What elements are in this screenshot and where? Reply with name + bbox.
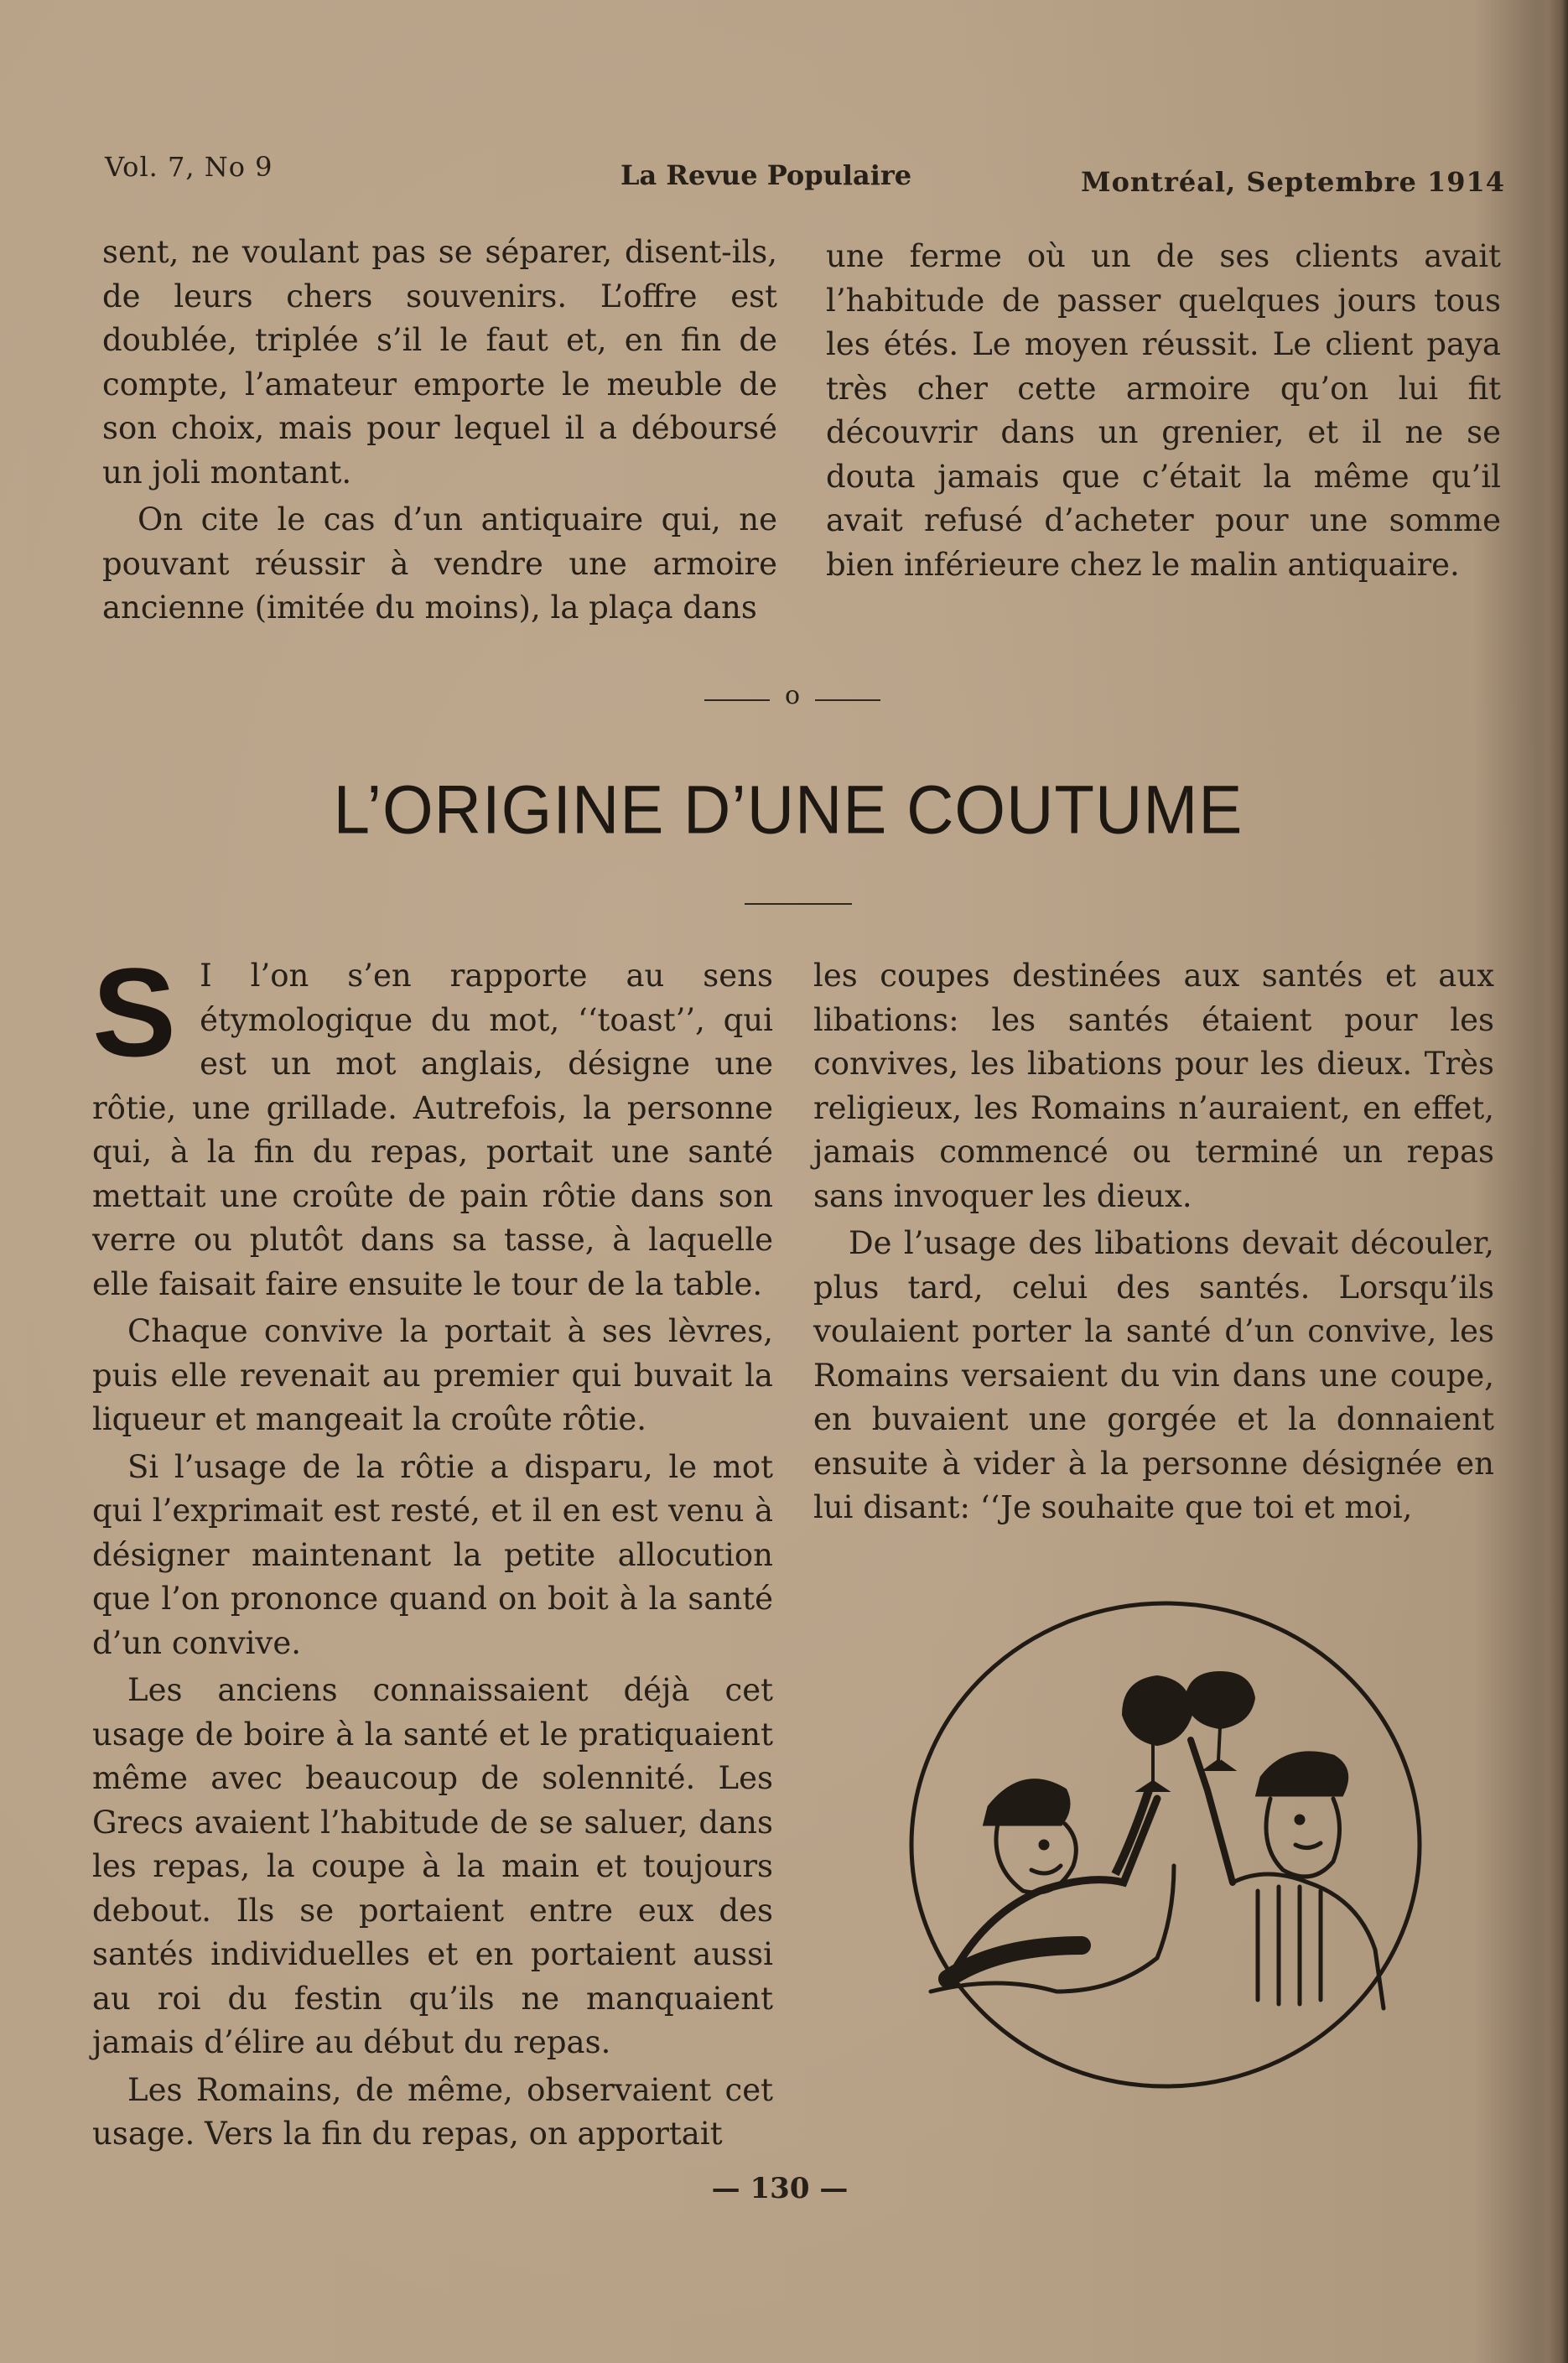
article-left-column: [92, 942, 773, 2157]
paragraph: une ferme où un de ses clients avait l’habitude de passer quelques jours tous les étés. Le moyen réussit. Le client paya très cher cette armoire qu’on lui fit découvrir dans un grenier, et il ne se douta jamais que c’était la même qu’il avait refusé d’acheter pour une somme bien inférieure chez le malin antiquaire.: [826, 238, 1501, 583]
section-separator: [704, 683, 880, 716]
place-date: Montréal, Septembre 1914: [1081, 166, 1505, 198]
publication-name: La Revue Populaire: [620, 159, 912, 191]
article-right-column: [813, 954, 1494, 1530]
top-left-column: [102, 231, 777, 631]
paragraph: Chaque convive la portait à ses lèvres, puis elle revenait au premier qui buvait la liqueur et mangeait la croûte rôtie.: [92, 1313, 773, 1437]
toast-illustration: [897, 1597, 1434, 2092]
book-spine-shadow: [1534, 0, 1568, 2363]
paragraph: Si l’usage de la rôtie a disparu, le mot qui l’exprimait est resté, et il en est venu à désigner maintenant la petite allocution que l’on prononce quand on boit à la santé d’un convive.: [92, 1448, 773, 1661]
page-number: — 130 —: [711, 2172, 849, 2205]
separator-glyph: o: [784, 681, 801, 710]
paragraph: les coupes destinées aux santés et aux libations: les santés étaient pour les convives, les libations pour les dieux. Très religieux, les Romains n’auraient, en effet, jamais commencé ou terminé un repas sans invoquer les dieux.: [813, 958, 1494, 1214]
paragraph: On cite le cas d’un antiquaire qui, ne pouvant réussir à vendre une armoire ancienne (imitée du moins), la plaça dans: [102, 501, 777, 626]
volume-number: Vol. 7, No 9: [105, 151, 273, 183]
first-paragraph: [92, 942, 773, 1306]
article-title: L’ORIGINE D’UNE COUTUME: [333, 770, 1243, 849]
paragraph: Les anciens connaissaient déjà cet usage de boire à la santé et le pratiquaient même avec beaucoup de solennité. Les Grecs avaient l’habitude de se saluer, dans les repas, la coupe à la main et toujours debout. Ils se portaient entre eux des santés individuelles et en portaient aussi au roi du festin qu’ils ne manquaient jamais d’élire au début du repas.: [92, 1672, 773, 2060]
drop-cap: S: [92, 942, 177, 1083]
running-header: [105, 151, 1505, 201]
first-paragraph-text: I l’on s’en rapporte au sens étymologique du mot, ‘‘toast’’, qui est un mot anglais, désigne une rôtie, une grillade. Autrefois, la personne qui, à la fin du repas, portait une santé mettait une croûte de pain rôtie dans son verre ou plutôt dans sa tasse, à laquelle elle faisait faire ensuite le tour de la table.: [92, 958, 773, 1302]
paragraph: Les Romains, de même, observaient cet usage. Vers la fin du repas, on apportait: [92, 2071, 773, 2152]
title-rule: [745, 903, 852, 905]
paragraph: De l’usage des libations devait découler, plus tard, celui des santés. Lorsqu’ils voulaient porter la santé d’un convive, les Romains versaient du vin dans une coupe, en buvaient une gorgée et la donnaient ensuite à vider à la personne désignée en lui disant: ‘‘Je souhaite que toi et moi,: [813, 1225, 1494, 1525]
top-right-column: [826, 235, 1501, 587]
paragraph: sent, ne voulant pas se séparer, disent-ils, de leurs chers souvenirs. L’offre est doublée, triplée s’il le faut et, en fin de compte, l’amateur emporte le meuble de son choix, mais pour lequel il a déboursé un joli montant.: [102, 234, 777, 491]
